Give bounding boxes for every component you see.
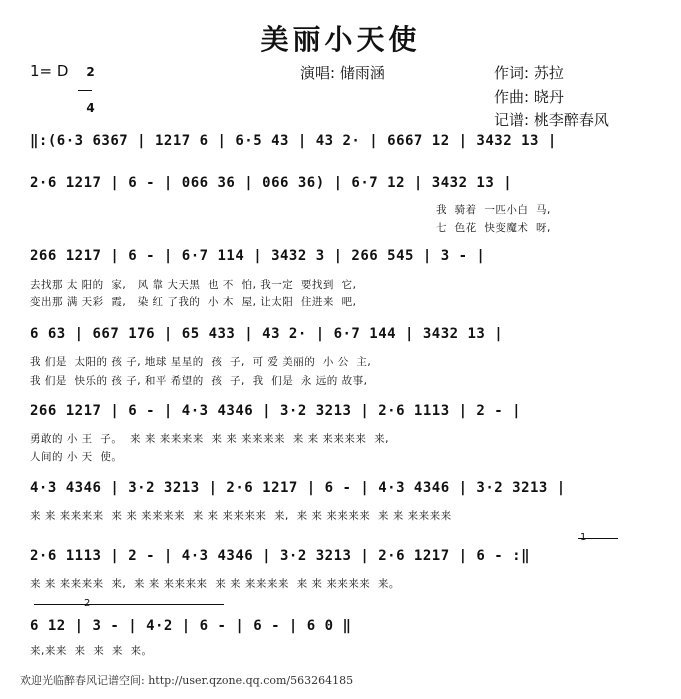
time-signature-bottom: 4 bbox=[86, 101, 95, 115]
transcriber: 记谱: 桃李醉春风 bbox=[494, 111, 609, 129]
lyrics-row-3-verse-1: 去找那 太 阳的 家, 风 靠 大天黑 也 不 怕, 我一定 要找到 它, bbox=[30, 279, 357, 291]
notation-row-7: 2·6 1113 | 2 - | 4·3 4346 | 3·2 3213 | 2·6 1217 | 6 - :‖ bbox=[30, 548, 531, 564]
song-title: 美丽小天使 bbox=[260, 23, 421, 56]
volta-2-bracket bbox=[34, 604, 224, 605]
lyrics-row-5-verse-2: 人间的 小 天 使。 bbox=[30, 451, 123, 463]
time-signature bbox=[78, 56, 95, 115]
lyrics-row-3-verse-2: 变出那 满 天彩 霞, 染 红 了我的 小 木 屋, 让太阳 住进来 吧, bbox=[30, 296, 357, 308]
lyrics-row-8-verse-1: 来,来来 来 来 来 来。 bbox=[30, 645, 153, 657]
key-signature: 1= D bbox=[30, 62, 69, 80]
lyrics-row-2-verse-2: 七 色花 快变魔术 呀, bbox=[436, 222, 551, 234]
notation-row-2: 2·6 1217 | 6 - | 066 36 | 066 36) | 6·7 12 | 3432 13 | bbox=[30, 175, 513, 191]
notation-row-3: 266 1217 | 6 - | 6·7 114 | 3432 3 | 266 545 | 3 - | bbox=[30, 248, 486, 264]
singer: 演唱: 储雨涵 bbox=[300, 64, 385, 82]
lyrics-row-5-verse-1: 勇敢的 小 王 子。 来 来 来来来来 来 来 来来来来 来 来 来来来来 来, bbox=[30, 433, 389, 445]
lyrics-row-7-verse-1: 来 来 来来来来 来, 来 来 来来来来 来 来 来来来来 来 来 来来来来 来。 bbox=[30, 578, 400, 590]
composer: 作曲: 晓丹 bbox=[494, 88, 564, 106]
lyrics-row-4-verse-1: 我 们是 太阳的 孩 子, 地球 星星的 孩 子, 可 爱 美丽的 小 公 主, bbox=[30, 356, 372, 368]
notation-row-5: 266 1217 | 6 - | 4·3 4346 | 3·2 3213 | 2·6 1113 | 2 - | bbox=[30, 403, 522, 419]
notation-row-4: 6 63 | 667 176 | 65 433 | 43 2· | 6·7 144 | 3432 13 | bbox=[30, 326, 504, 342]
notation-row-6: 4·3 4346 | 3·2 3213 | 2·6 1217 | 6 - | 4·3 4346 | 3·2 3213 | bbox=[30, 480, 566, 496]
notation-row-1: ‖:(6·3 6367 | 1217 6 | 6·5 43 | 43 2· | 6667 12 | 3432 13 | bbox=[30, 133, 557, 149]
lyricist: 作词: 苏拉 bbox=[494, 64, 564, 82]
time-signature-top: 2 bbox=[86, 65, 95, 79]
lyrics-row-6-verse-1: 来 来 来来来来 来 来 来来来来 来 来 来来来来 来, 来 来 来来来来 来 来 来来来来 bbox=[30, 510, 452, 522]
volta-2-label: 2 bbox=[84, 598, 91, 609]
volta-1-label: 1 bbox=[580, 532, 587, 543]
footer-credit: 欢迎光临醉春风记谱空间: http://user.qzone.qq.com/563264185 bbox=[20, 674, 354, 687]
time-signature-bar bbox=[78, 90, 92, 91]
notation-row-8: 6 12 | 3 - | 4·2 | 6 - | 6 - | 6 0 ‖ bbox=[30, 618, 352, 634]
lyrics-row-2-verse-1: 我 骑着 一匹小白 马, bbox=[436, 204, 551, 216]
lyrics-row-4-verse-2: 我 们是 快乐的 孩 子, 和平 希望的 孩 子, 我 们是 永 远的 故事, bbox=[30, 375, 368, 387]
